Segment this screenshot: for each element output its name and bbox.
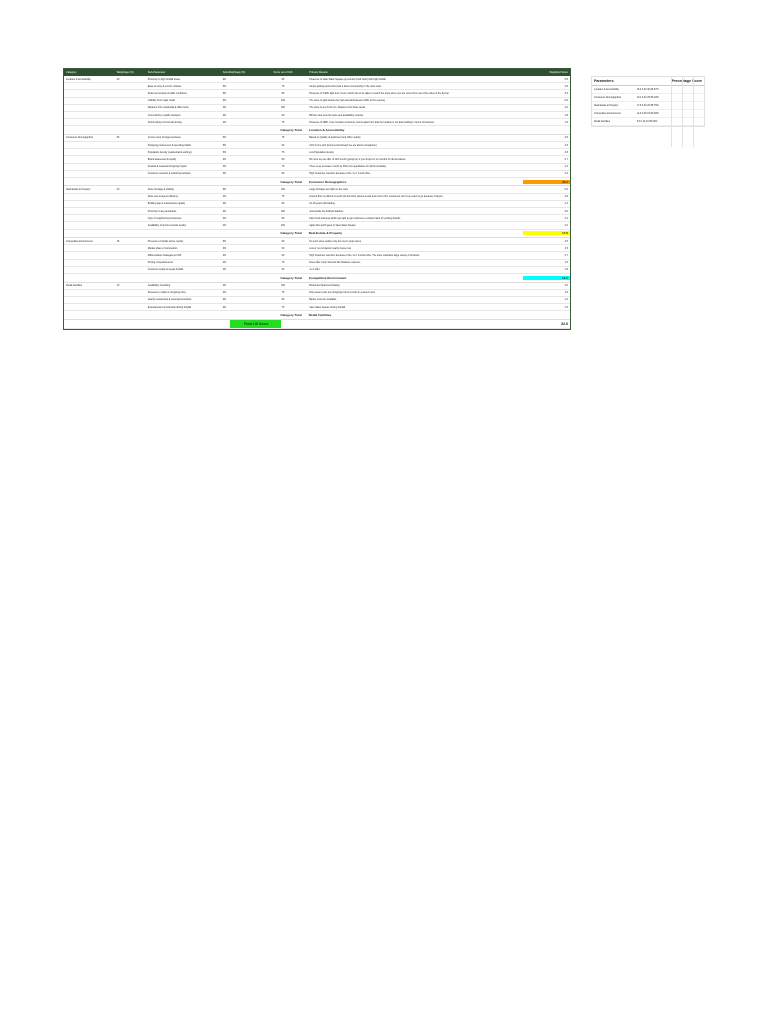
- category-total-label: Category Total: [280, 231, 302, 236]
- score-cell[interactable]: 75: [281, 136, 285, 140]
- summary-header-row: [592, 77, 704, 86]
- reason-cell[interactable]: 60 more buy an offer of 12th month (going buy if you shops for 12 months for 3k and above: [309, 157, 406, 161]
- category-total-row: [64, 311, 570, 320]
- sub-weightage-cell[interactable]: 5%: [222, 91, 227, 95]
- score-cell[interactable]: 80: [281, 202, 285, 206]
- summary-body: [592, 86, 704, 126]
- reason-cell[interactable]: Vasu Sales Square driving footfall: [309, 305, 345, 309]
- score-cell[interactable]: 90: [281, 143, 285, 147]
- sub-weightage-cell[interactable]: 3%: [222, 254, 227, 258]
- summary-values[interactable]: 17.6 0.40 20 88.75%: [636, 104, 659, 108]
- summary-parameter[interactable]: Consumer Demographics: [594, 96, 622, 100]
- sub-weightage-cell[interactable]: 6%: [222, 77, 227, 81]
- table-row: [64, 208, 570, 215]
- sub-parameter-cell[interactable]: Availability of parking: [147, 284, 171, 288]
- sub-weightage-cell[interactable]: 4%: [222, 106, 227, 110]
- reason-cell[interactable]: '1+1' offer: [309, 268, 320, 272]
- category-total-value[interactable]: 12.0: [523, 276, 570, 280]
- reason-cell[interactable]: Low Population density: [309, 150, 334, 154]
- summary-table: [591, 76, 705, 127]
- weighted-score-cell[interactable]: 2.7: [564, 157, 568, 161]
- table-row: [64, 164, 570, 171]
- sub-weightage-cell[interactable]: 3%: [222, 209, 227, 213]
- weighted-score-cell[interactable]: 2.0: [564, 223, 568, 227]
- weighted-score-cell[interactable]: 1.8: [564, 113, 568, 117]
- summary-values[interactable]: 26.2 0.30 30 86.67%: [636, 88, 659, 92]
- sub-parameter-cell[interactable]: Shopping preferences & spending habits: [147, 143, 191, 147]
- score-cell[interactable]: 90: [281, 157, 285, 161]
- table-row: [64, 297, 570, 304]
- table-row: [64, 105, 570, 112]
- reason-cell[interactable]: The store is right beside the main arterial business traffic to the evening: [309, 99, 385, 103]
- category-total-value[interactable]: 20.1: [523, 180, 570, 184]
- category-total-row: [64, 274, 570, 283]
- score-cell[interactable]: 80: [281, 298, 285, 302]
- category-total-name: Real Estate & Property: [308, 231, 343, 236]
- reason-cell[interactable]: 10-15 years old building: [309, 202, 335, 206]
- reason-cell[interactable]: Bill bus stop near the store and availability of autos: [309, 113, 364, 117]
- category-cell[interactable]: Consumer Demographics: [66, 136, 94, 140]
- header-weighted-score[interactable]: Weighted Score: [549, 71, 568, 74]
- weighted-score-cell[interactable]: 2.4: [564, 172, 568, 176]
- summary-row: [592, 86, 704, 94]
- score-cell[interactable]: 100: [280, 223, 285, 227]
- weighted-score-cell[interactable]: 3.3: [564, 91, 568, 95]
- table-row: [64, 304, 570, 311]
- category-cell[interactable]: Real Estate & Property: [66, 188, 91, 192]
- reason-cell[interactable]: Banks, hotel etc available: [309, 298, 337, 302]
- sub-weightage-cell[interactable]: 3%: [222, 216, 227, 220]
- lsi-score-table: [63, 68, 571, 330]
- header-sub-parameter[interactable]: Sub-Parameter: [147, 71, 166, 74]
- sub-parameter-cell[interactable]: Connectivity to public transport: [147, 113, 181, 117]
- sub-parameter-cell[interactable]: Surrounding commercial density: [147, 120, 182, 124]
- score-cell[interactable]: 80: [281, 172, 285, 176]
- score-cell[interactable]: 75: [281, 84, 285, 88]
- summary-row: [592, 118, 704, 126]
- summary-header-parameters[interactable]: Parameters: [594, 79, 614, 83]
- reason-cell[interactable]: Ample parking around but has a direct connectivity to the main road: [309, 84, 381, 88]
- weighted-score-cell[interactable]: 3.8: [564, 84, 568, 88]
- sub-weightage-cell[interactable]: 5%: [222, 143, 227, 147]
- category-total-name: Location & Accessibility: [308, 128, 345, 133]
- table-row: [64, 171, 570, 178]
- table-row: [64, 238, 570, 245]
- score-cell[interactable]: 100: [280, 99, 285, 103]
- sub-weightage-cell[interactable]: 2%: [222, 298, 227, 302]
- table-row: [64, 194, 570, 201]
- sub-weightage-cell[interactable]: 2%: [222, 291, 227, 295]
- reason-cell[interactable]: Ground floor is utilized to reach the first floor carries a total and most of the customers can't even want to go because of layout: [309, 195, 443, 199]
- table-row: [64, 76, 570, 83]
- table-row: [64, 215, 570, 222]
- score-cell[interactable]: 90: [281, 268, 285, 272]
- summary-row: [592, 102, 704, 110]
- sub-parameter-cell[interactable]: Market share of competitors: [147, 246, 178, 250]
- table-row: [64, 283, 570, 290]
- reason-cell[interactable]: Presence of GBD, if we consider consumer counts apart from that the location is not that budding in terms of business: [309, 120, 434, 124]
- score-cell[interactable]: 75: [281, 165, 285, 169]
- weighted-score-cell[interactable]: 4.0: [564, 284, 568, 288]
- reason-cell[interactable]: Presence of Vasu Sales Square (a premium food court) with high footfall: [309, 77, 386, 81]
- table-row: [64, 83, 570, 90]
- sub-weightage-cell[interactable]: 3%: [222, 172, 227, 176]
- sub-parameter-cell[interactable]: Road connectivity & traffic conditions: [147, 91, 187, 95]
- header-weightage[interactable]: Weightage (%): [116, 71, 134, 74]
- sub-parameter-cell[interactable]: Income level of target audience: [147, 136, 182, 140]
- sub-weightage-cell[interactable]: 4%: [222, 195, 227, 199]
- sub-weightage-cell[interactable]: 2%: [222, 223, 227, 227]
- weightage-cell[interactable]: 20: [116, 188, 120, 192]
- category-total-row: [64, 126, 570, 135]
- table-row: [64, 252, 570, 259]
- sub-parameter-cell[interactable]: Type of neighboring businesses: [147, 216, 182, 220]
- final-lsi-label[interactable]: Final LSI Score: [230, 320, 281, 328]
- sub-parameter-cell[interactable]: Presence in malls or shopping hubs: [147, 291, 186, 295]
- table-row: [64, 112, 570, 119]
- table-row: [64, 156, 570, 163]
- sub-weightage-cell[interactable]: 5%: [222, 239, 227, 243]
- header-score[interactable]: Score out of 100: [273, 71, 293, 74]
- weighted-score-cell[interactable]: 3.0: [564, 209, 568, 213]
- sub-parameter-cell[interactable]: Population density (residential & working): [147, 150, 192, 154]
- summary-header-percentage[interactable]: Percentage Score: [671, 79, 702, 83]
- score-cell[interactable]: 65: [281, 91, 285, 95]
- category-total-label: Category Total: [280, 275, 302, 280]
- sub-parameter-cell[interactable]: Differentiation strategies & USP: [147, 254, 182, 258]
- sub-weightage-cell[interactable]: 4%: [222, 284, 227, 288]
- sub-weightage-cell[interactable]: 2%: [222, 305, 227, 309]
- weighted-score-cell[interactable]: 5.0: [564, 188, 568, 192]
- reason-cell[interactable]: No such store nearby only few men's prop stores: [309, 239, 362, 243]
- reason-cell[interactable]: Based on Quality of apartment and office nearby: [309, 136, 361, 140]
- sub-weightage-cell[interactable]: 3%: [222, 165, 227, 169]
- score-cell[interactable]: 100: [280, 284, 285, 288]
- table-row: [64, 260, 570, 267]
- weighted-score-cell[interactable]: 4.5: [564, 143, 568, 147]
- sub-parameter-cell[interactable]: Customer loyalty & repeat footfall: [147, 268, 183, 272]
- table-row: [64, 201, 570, 208]
- reason-cell[interactable]: The store is at a 5-10 min. distance from these areas: [309, 106, 366, 110]
- reason-cell[interactable]: AOV in line with (Commercial though we are about comparison): [309, 143, 377, 147]
- sub-parameter-cell[interactable]: Festival & seasonal shopping impact: [147, 165, 187, 169]
- table-row: [64, 119, 570, 126]
- weighted-score-cell[interactable]: 4.0: [564, 106, 568, 110]
- weighted-score-cell[interactable]: 2.7: [564, 254, 568, 258]
- score-cell[interactable]: 75: [281, 291, 285, 295]
- sub-parameter-cell[interactable]: Availability of anchor tenants nearby: [147, 223, 187, 227]
- sub-parameter-cell[interactable]: Nearby restaurants & essential amenities: [147, 298, 192, 302]
- summary-values[interactable]: 8.6 0.10 10 86.00%: [636, 120, 658, 124]
- reason-cell[interactable]: Just beside the Fathiya Stadium: [309, 209, 344, 213]
- weightage-cell[interactable]: 30: [116, 77, 120, 81]
- table-header-row: [64, 69, 570, 76]
- score-cell[interactable]: 75: [281, 261, 285, 265]
- summary-values[interactable]: 12.0 0.25 15 80.00%: [636, 112, 659, 116]
- table-row: [64, 90, 570, 97]
- sub-parameter-cell[interactable]: Ease of entry & exit for vehicles: [147, 84, 182, 88]
- weighted-score-cell[interactable]: 1.8: [564, 268, 568, 272]
- reason-cell[interactable]: High Customer retention because of the '1+1' months offer. The store maintains large variety of products: [309, 254, 420, 258]
- reason-cell[interactable]: Low or no competitor nearby hence low: [309, 246, 352, 250]
- weighted-score-cell[interactable]: 4.5: [564, 136, 568, 140]
- sub-parameter-cell[interactable]: Customer retention & switching behavior: [147, 172, 191, 176]
- sub-parameter-cell[interactable]: Proximity to high footfall areas: [147, 77, 180, 81]
- score-cell[interactable]: 80: [281, 216, 285, 220]
- table-row: [64, 149, 570, 156]
- score-cell[interactable]: 90: [281, 254, 285, 258]
- category-cell[interactable]: Competitive Environment: [66, 239, 93, 243]
- weighted-score-cell[interactable]: 2.3: [564, 165, 568, 169]
- table-row: [64, 98, 570, 105]
- category-total-value[interactable]: 17.6: [523, 231, 570, 235]
- weighted-score-cell[interactable]: 1.5: [564, 305, 568, 309]
- sub-parameter-cell[interactable]: Presence of similar stores nearby: [147, 239, 184, 243]
- sub-parameter-cell[interactable]: Brand awareness & loyalty: [147, 157, 177, 161]
- sub-parameter-cell[interactable]: Proximity to key landmarks: [147, 209, 177, 213]
- summary-parameter[interactable]: Competitive Environment: [594, 112, 621, 116]
- sub-parameter-cell[interactable]: Building age & maintenance quality: [147, 202, 186, 206]
- reason-cell[interactable]: Not present near any shopping hub but exists in a decent spot: [309, 291, 375, 295]
- category-total-label: Category Total: [280, 179, 302, 184]
- header-sub-weightage[interactable]: Sub-Weightage (%): [222, 71, 246, 74]
- weighted-score-cell[interactable]: 2.4: [564, 202, 568, 206]
- score-cell[interactable]: 75: [281, 195, 285, 199]
- weighted-score-cell[interactable]: 2.8: [564, 195, 568, 199]
- weighted-score-cell[interactable]: 5.8: [564, 77, 568, 81]
- summary-parameter[interactable]: Retail Facilities: [594, 120, 611, 124]
- category-total-name: Retail Facilities: [308, 313, 332, 317]
- weighted-score-cell[interactable]: 1.5: [564, 120, 568, 124]
- table-row: [64, 222, 570, 229]
- sub-parameter-cell[interactable]: Entertainment & footmarts driving footfall: [147, 305, 191, 309]
- sub-weightage-cell[interactable]: 6%: [222, 136, 227, 140]
- reason-cell[interactable]: High Customer retention because of the '1+1' month offer: [309, 172, 370, 176]
- category-total-label: Category Total: [280, 313, 302, 317]
- reason-cell[interactable]: Again this worth goes to Vasu Sales Square: [309, 223, 356, 227]
- category-total-name: Competitive Environment: [308, 275, 347, 280]
- summary-row: [592, 110, 704, 118]
- weighted-score-cell[interactable]: 3.8: [564, 150, 568, 154]
- score-cell[interactable]: 100: [280, 106, 285, 110]
- final-lsi-value[interactable]: 82.6: [561, 321, 568, 326]
- table-row: [64, 245, 570, 252]
- weighted-score-cell[interactable]: 1.5: [564, 246, 568, 250]
- weighted-score-cell[interactable]: 2.4: [564, 216, 568, 220]
- reason-cell[interactable]: There is an increase in AOV by 20% (not quantitative for all the festivals): [309, 165, 386, 169]
- sub-weightage-cell[interactable]: 5%: [222, 99, 227, 103]
- sub-weightage-cell[interactable]: 5%: [222, 188, 227, 192]
- table-row: [64, 267, 570, 274]
- table-body: [64, 76, 570, 320]
- table-row: [64, 135, 570, 142]
- weighted-score-cell[interactable]: 1.5: [564, 261, 568, 265]
- category-total-row: [64, 178, 570, 187]
- header-primary-reason[interactable]: Primary Reason: [309, 71, 328, 74]
- sub-weightage-cell[interactable]: 2%: [222, 120, 227, 124]
- sub-weightage-cell[interactable]: 5%: [222, 150, 227, 154]
- score-cell[interactable]: 75: [281, 120, 285, 124]
- reason-cell[interactable]: Does offer much discount like Reliance retail etc: [309, 261, 361, 265]
- category-total-label: Category Total: [280, 128, 302, 133]
- score-cell[interactable]: 60: [281, 113, 285, 117]
- reason-cell[interactable]: Broad and Spacious Parking: [309, 284, 340, 288]
- sub-parameter-cell[interactable]: Pricing competitiveness: [147, 261, 173, 265]
- table-row: [64, 142, 570, 149]
- summary-parameter[interactable]: Real Estate & Property: [594, 104, 619, 108]
- sub-parameter-cell[interactable]: Visibility from major roads: [147, 99, 176, 103]
- sub-weightage-cell[interactable]: 3%: [222, 157, 227, 161]
- sub-parameter-cell[interactable]: Store frontage & visibility: [147, 188, 175, 192]
- sub-weightage-cell[interactable]: 2%: [222, 268, 227, 272]
- weightage-cell[interactable]: 10: [116, 284, 120, 288]
- weighted-score-cell[interactable]: 1.6: [564, 298, 568, 302]
- reason-cell[interactable]: Fast Food business which got right to get customers a widely basis for existing brands: [309, 216, 401, 220]
- table-row: [64, 290, 570, 297]
- score-cell[interactable]: 50: [281, 246, 285, 250]
- weighted-score-cell[interactable]: 5.0: [564, 99, 568, 103]
- sub-weightage-cell[interactable]: 3%: [222, 202, 227, 206]
- final-score-row: [64, 320, 570, 329]
- reason-cell[interactable]: Large frontage and right on the road: [309, 188, 348, 192]
- score-cell[interactable]: 75: [281, 150, 285, 154]
- summary-values[interactable]: 20.1 0.40 25 80.40%: [636, 96, 659, 100]
- weightage-cell[interactable]: 15: [116, 239, 120, 243]
- sub-weightage-cell[interactable]: 3%: [222, 113, 227, 117]
- score-cell[interactable]: 100: [280, 209, 285, 213]
- weighted-score-cell[interactable]: 4.5: [564, 239, 568, 243]
- weightage-cell[interactable]: 25: [116, 136, 120, 140]
- category-cell[interactable]: Location & Accessibility: [66, 77, 91, 81]
- score-cell[interactable]: 90: [281, 239, 285, 243]
- score-cell[interactable]: 75: [281, 305, 285, 309]
- sub-weightage-cell[interactable]: 3%: [222, 246, 227, 250]
- score-cell[interactable]: 95: [281, 77, 285, 81]
- sub-parameter-cell[interactable]: Distance from residential & office hubs: [147, 106, 189, 110]
- weighted-score-cell[interactable]: 1.5: [564, 291, 568, 295]
- reason-cell[interactable]: Presence of Traffic light and 'U-turn' which has to be taken to reach the store when you are come from rest of the sides of the flyover: [309, 91, 450, 95]
- summary-parameter[interactable]: Location & Accessibility: [594, 88, 619, 92]
- sub-parameter-cell[interactable]: Store size & layout efficiency: [147, 195, 179, 199]
- score-cell[interactable]: 100: [280, 188, 285, 192]
- table-row: [64, 186, 570, 193]
- header-category[interactable]: Category: [66, 71, 77, 74]
- category-total-row: [64, 230, 570, 239]
- category-cell[interactable]: Retail Facilities: [66, 284, 83, 288]
- sub-weightage-cell[interactable]: 5%: [222, 84, 227, 88]
- sub-weightage-cell[interactable]: 2%: [222, 261, 227, 265]
- summary-row: [592, 94, 704, 102]
- category-total-name: Consumer Demographics: [308, 179, 347, 184]
